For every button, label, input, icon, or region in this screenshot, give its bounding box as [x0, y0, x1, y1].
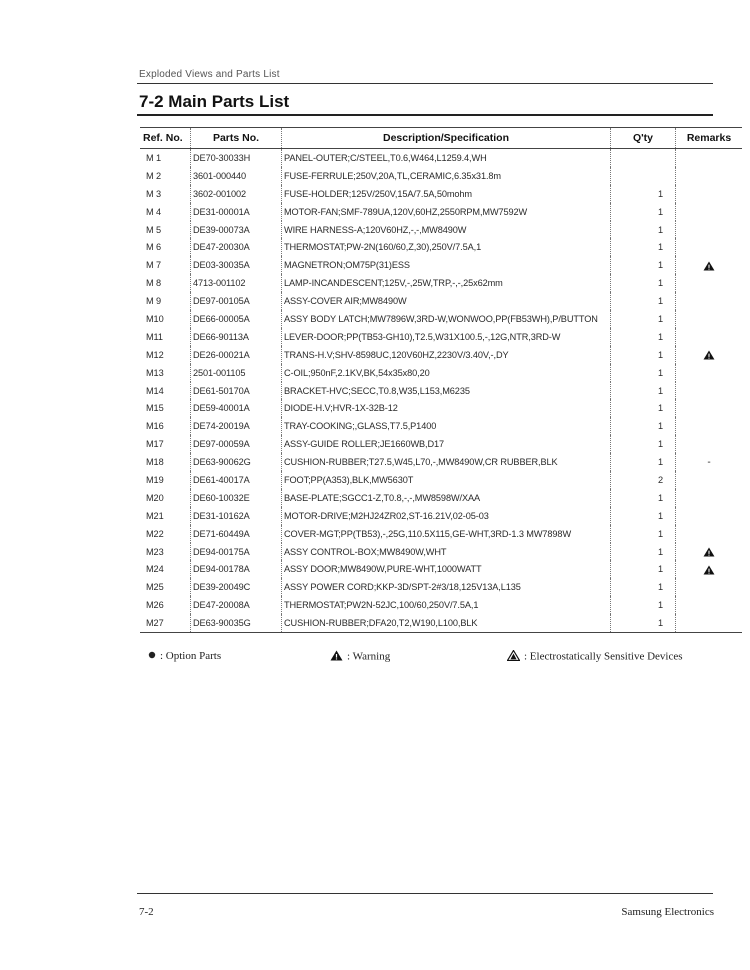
column-header-ref: Ref. No.	[140, 128, 191, 149]
qty-cell	[611, 167, 676, 185]
ref-no-cell: M 1	[146, 152, 162, 163]
table-row	[140, 274, 742, 292]
description-cell: CUSHION-RUBBER;T27.5,W45,L70,-,MW8490W,CR RUBBER,BLK	[282, 453, 611, 471]
parts-no-cell: DE61-50170A	[191, 382, 282, 400]
table-row	[140, 364, 742, 382]
table-row	[140, 578, 742, 596]
parts-no-cell: DE94-00178A	[191, 560, 282, 578]
qty-cell: 1	[611, 399, 676, 417]
ref-no-cell: M 8	[146, 278, 162, 289]
description-cell: LEVER-DOOR;PP(TB53-GH10),T2.5,W31X100.5,-,12G,NTR,3RD-W	[282, 328, 611, 346]
description-cell: CUSHION-RUBBER;DFA20,T2,W190,L100,BLK	[282, 614, 611, 632]
description-cell: LAMP-INCANDESCENT;125V,-,25W,TRP,-,-,25x62mm	[282, 274, 611, 292]
warning-triangle-icon	[703, 546, 715, 556]
qty-cell: 2	[611, 471, 676, 489]
ref-no-cell: M20	[146, 492, 164, 503]
warning-triangle-icon	[703, 260, 715, 270]
ref-no-cell: M13	[146, 367, 164, 378]
parts-no-cell: DE66-00005A	[191, 310, 282, 328]
footer-rule	[137, 893, 713, 894]
qty-cell: 1	[611, 185, 676, 203]
remarks-cell	[676, 543, 743, 561]
qty-cell: 1	[611, 453, 676, 471]
description-cell: ASSY CONTROL-BOX;MW8490W,WHT	[282, 543, 611, 561]
qty-cell: 1	[611, 435, 676, 453]
description-cell: THERMOSTAT;PW2N-52JC,100/60,250V/7.5A,1	[282, 596, 611, 614]
table-row	[140, 596, 742, 614]
parts-no-cell: DE63-90035G	[191, 614, 282, 632]
parts-no-cell: DE39-20049C	[191, 578, 282, 596]
remarks-cell	[676, 507, 743, 525]
qty-cell: 1	[611, 292, 676, 310]
qty-cell: 1	[611, 203, 676, 221]
description-cell: ASSY POWER CORD;KKP-3D/SPT-2#3/18,125V13A,L135	[282, 578, 611, 596]
qty-cell	[611, 149, 676, 167]
qty-cell: 1	[611, 328, 676, 346]
table-row	[140, 203, 742, 221]
table-row	[140, 525, 742, 543]
legend-warning-label: : Warning	[347, 650, 391, 663]
table-row	[140, 185, 742, 203]
description-cell: ASSY BODY LATCH;MW7896W,3RD-W,WONWOO,PP(FB53WH),P/BUTTON	[282, 310, 611, 328]
qty-cell: 1	[611, 560, 676, 578]
ref-no-cell: M 7	[146, 260, 162, 271]
description-cell: ASSY DOOR;MW8490W,PURE-WHT,1000WATT	[282, 560, 611, 578]
table-row	[140, 328, 742, 346]
footer-brand: Samsung Electronics	[621, 906, 714, 918]
remarks-cell	[676, 274, 743, 292]
qty-cell: 1	[611, 310, 676, 328]
description-cell: C-OIL;950nF,2.1KV,BK,54x35x80,20	[282, 364, 611, 382]
ref-no-cell: M12	[146, 349, 164, 360]
table-row	[140, 471, 742, 489]
remarks-cell	[676, 578, 743, 596]
parts-no-cell: DE63-90062G	[191, 453, 282, 471]
page-number: 7-2	[139, 906, 154, 918]
description-cell: MOTOR-DRIVE;M2HJ24ZR02,ST-16.21V,02-05-03	[282, 507, 611, 525]
qty-cell: 1	[611, 221, 676, 239]
parts-no-cell: 4713-001102	[191, 274, 282, 292]
description-cell: TRAY-COOKING;,GLASS,T7.5,P1400	[282, 417, 611, 435]
table-row	[140, 346, 742, 364]
remarks-cell	[676, 453, 743, 471]
remarks-cell	[676, 614, 743, 632]
table-row	[140, 399, 742, 417]
ref-no-cell: M24	[146, 564, 164, 575]
description-cell: TRANS-H.V;SHV-8598UC,120V60HZ,2230V/3.40V,-,DY	[282, 346, 611, 364]
description-cell: COVER-MGT;PP(TB53),-,25G,110.5X115,GE-WHT,3RD-1.3 MW7898W	[282, 525, 611, 543]
remarks-cell	[676, 382, 743, 400]
remarks-cell	[676, 238, 743, 256]
table-row	[140, 489, 742, 507]
remarks-cell	[676, 399, 743, 417]
legend-warning	[330, 650, 390, 664]
description-cell: WIRE HARNESS-A;120V60HZ,-,-,MW8490W	[282, 221, 611, 239]
qty-cell: 1	[611, 507, 676, 525]
parts-no-cell: DE70-30033H	[191, 149, 282, 167]
parts-no-cell: DE97-00105A	[191, 292, 282, 310]
ref-no-cell: M15	[146, 403, 164, 414]
parts-no-cell: DE74-20019A	[191, 417, 282, 435]
column-header-qty: Q'ty	[611, 128, 676, 149]
qty-cell: 1	[611, 382, 676, 400]
remarks-cell	[676, 364, 743, 382]
warning-triangle-icon	[330, 650, 343, 664]
parts-no-cell: DE71-60449A	[191, 525, 282, 543]
remarks-cell	[676, 596, 743, 614]
parts-no-cell: DE26-00021A	[191, 346, 282, 364]
remarks-cell	[676, 525, 743, 543]
ref-no-cell: M18	[146, 457, 164, 468]
remarks-cell	[676, 256, 743, 274]
ref-no-cell: M 6	[146, 242, 162, 253]
ref-no-cell: M17	[146, 439, 164, 450]
title-rule	[137, 114, 713, 116]
filled-dot-icon	[148, 650, 156, 662]
parts-no-cell: DE97-00059A	[191, 435, 282, 453]
ref-no-cell: M26	[146, 600, 164, 611]
ref-no-cell: M25	[146, 582, 164, 593]
parts-no-cell: DE59-40001A	[191, 399, 282, 417]
remark-text: -	[707, 456, 711, 468]
description-cell: BASE-PLATE;SGCC1-Z,T0.8,-,-,MW8598W/XAA	[282, 489, 611, 507]
ref-no-cell: M 2	[146, 170, 162, 181]
remarks-cell	[676, 149, 743, 167]
table-row	[140, 560, 742, 578]
ref-no-cell: M 5	[146, 224, 162, 235]
description-cell: ASSY-GUIDE ROLLER;JE1660WB,D17	[282, 435, 611, 453]
parts-no-cell: DE60-10032E	[191, 489, 282, 507]
description-cell: FUSE-HOLDER;125V/250V,15A/7.5A,50mohm	[282, 185, 611, 203]
table-row	[140, 507, 742, 525]
remarks-cell	[676, 346, 743, 364]
table-row	[140, 310, 742, 328]
table-header-row	[140, 128, 742, 149]
ref-no-cell: M22	[146, 528, 164, 539]
ref-no-cell: M27	[140, 614, 191, 632]
parts-no-cell: DE61-40017A	[191, 471, 282, 489]
remarks-cell	[676, 167, 743, 185]
parts-no-cell: 2501-001105	[191, 364, 282, 382]
description-cell: BRACKET-HVC;SECC,T0.8,W35,L153,M6235	[282, 382, 611, 400]
parts-no-cell: DE31-10162A	[191, 507, 282, 525]
parts-table-body	[140, 149, 742, 633]
description-cell: MAGNETRON;OM75P(31)ESS	[282, 256, 611, 274]
legend-esd-label: : Electrostatically Sensitive Devices	[524, 650, 683, 663]
description-cell: FOOT;PP(A353),BLK,MW5630T	[282, 471, 611, 489]
remarks-cell	[676, 328, 743, 346]
qty-cell: 1	[611, 543, 676, 561]
parts-no-cell: DE39-00073A	[191, 221, 282, 239]
ref-no-cell: M11	[146, 331, 163, 342]
description-cell: ASSY-COVER AIR;MW8490W	[282, 292, 611, 310]
legend-esd	[507, 650, 683, 664]
warning-triangle-icon	[703, 349, 715, 359]
qty-cell: 1	[611, 578, 676, 596]
table-row	[140, 417, 742, 435]
section-title: 7-2 Main Parts List	[139, 92, 290, 111]
remarks-cell	[676, 221, 743, 239]
qty-cell: 1	[611, 256, 676, 274]
qty-cell: 1	[611, 346, 676, 364]
table-row	[140, 435, 742, 453]
table-row	[140, 238, 742, 256]
remarks-cell	[676, 292, 743, 310]
qty-cell: 1	[611, 614, 676, 632]
ref-no-cell: M 9	[146, 296, 162, 307]
description-cell: MOTOR-FAN;SMF-789UA,120V,60HZ,2550RPM,MW7592W	[282, 203, 611, 221]
parts-no-cell: DE94-00175A	[191, 543, 282, 561]
table-row	[140, 543, 742, 561]
parts-no-cell: 3601-000440	[191, 167, 282, 185]
table-row	[140, 614, 742, 632]
ref-no-cell: M14	[146, 385, 164, 396]
parts-no-cell: DE47-20030A	[191, 238, 282, 256]
qty-cell: 1	[611, 364, 676, 382]
breadcrumb: Exploded Views and Parts List	[139, 69, 280, 80]
legend-option-label: : Option Parts	[160, 650, 222, 662]
qty-cell: 1	[611, 238, 676, 256]
remarks-cell	[676, 203, 743, 221]
ref-no-cell: M 4	[146, 206, 162, 217]
parts-no-cell: DE66-90113A	[191, 328, 282, 346]
table-row	[140, 453, 742, 471]
qty-cell: 1	[611, 596, 676, 614]
parts-no-cell: DE31-00001A	[191, 203, 282, 221]
parts-no-cell: 3602-001002	[191, 185, 282, 203]
remarks-cell	[676, 310, 743, 328]
table-row	[140, 167, 742, 185]
remarks-cell	[676, 435, 743, 453]
qty-cell: 1	[611, 417, 676, 435]
ref-no-cell: M21	[146, 510, 164, 521]
qty-cell: 1	[611, 525, 676, 543]
remarks-cell	[676, 560, 743, 578]
legend-option-parts	[148, 650, 221, 662]
description-cell: THERMOSTAT;PW-2N(160/60,Z,30),250V/7.5A,1	[282, 238, 611, 256]
ref-no-cell: M19	[146, 474, 164, 485]
remarks-cell	[676, 185, 743, 203]
ref-no-cell: M 3	[146, 188, 162, 199]
column-header-description: Description/Specification	[282, 128, 611, 149]
ref-no-cell: M10	[146, 313, 164, 324]
parts-no-cell: DE47-20008A	[191, 596, 282, 614]
column-header-parts-no: Parts No.	[191, 128, 282, 149]
qty-cell: 1	[611, 489, 676, 507]
description-cell: PANEL-OUTER;C/STEEL,T0.6,W464,L1259.4,WH	[282, 149, 611, 167]
ref-no-cell: M16	[146, 421, 164, 432]
column-header-remarks: Remarks	[676, 128, 743, 149]
warning-triangle-icon	[703, 564, 715, 574]
description-cell: FUSE-FERRULE;250V,20A,TL,CERAMIC,6.35x31.8m	[282, 167, 611, 185]
table-row	[140, 149, 742, 167]
remarks-cell	[676, 471, 743, 489]
parts-table	[140, 127, 742, 633]
table-row	[140, 256, 742, 274]
table-row	[140, 382, 742, 400]
header-rule	[137, 83, 713, 84]
parts-no-cell: DE03-30035A	[191, 256, 282, 274]
remarks-cell	[676, 417, 743, 435]
remarks-cell	[676, 489, 743, 507]
qty-cell: 1	[611, 274, 676, 292]
esd-triangle-icon	[507, 650, 520, 664]
table-row	[140, 292, 742, 310]
table-row	[140, 221, 742, 239]
description-cell: DIODE-H.V;HVR-1X-32B-12	[282, 399, 611, 417]
ref-no-cell: M23	[146, 546, 164, 557]
